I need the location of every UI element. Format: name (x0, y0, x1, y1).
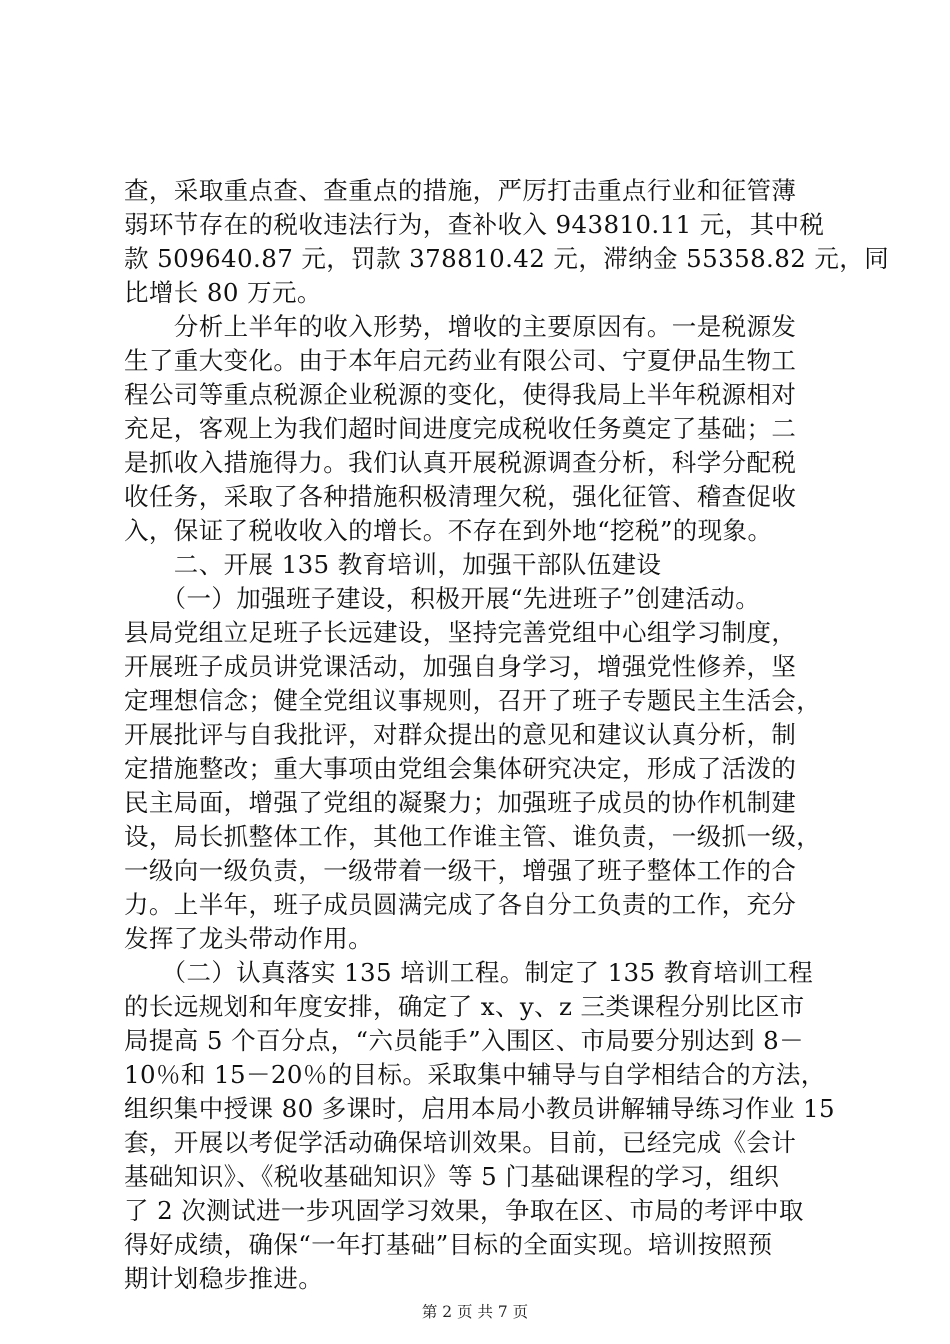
text-line: 开展批评与自我批评，对群众提出的意见和建议认真分析，制 (124, 720, 797, 749)
text-line: 比增长 80 万元。 (124, 278, 322, 307)
text-line: 10％和 15－20％的目标。采取集中辅导与自学相结合的方法， (124, 1060, 826, 1089)
text-line: 收任务，采取了各种措施积极清理欠税，强化征管、稽查促收 (124, 482, 797, 511)
section-heading: 二、开展 135 教育培训，加强干部队伍建设 (124, 550, 662, 579)
text-line: 入，保证了税收收入的增长。不存在到外地“挖税”的现象。 (124, 516, 773, 545)
subsection-heading: （一）加强班子建设，积极开展“先进班子”创建活动。 (124, 584, 761, 613)
text-line: 程公司等重点税源企业税源的变化，使得我局上半年税源相对 (124, 380, 797, 409)
text-line: 弱环节存在的税收违法行为，查补收入 943810.11 元，其中税 (124, 210, 825, 239)
text-line: 分析上半年的收入形势，增收的主要原因有。一是税源发 (124, 312, 797, 341)
text-line: 的长远规划和年度安排，确定了 x、y、z 三类课程分别比区市 (124, 992, 805, 1021)
text-line: 发挥了龙头带动作用。 (124, 924, 373, 953)
text-line: 定措施整改；重大事项由党组会集体研究决定，形成了活泼的 (124, 754, 797, 783)
text-line: 定理想信念；健全党组议事规则，召开了班子专题民主生活会， (124, 686, 822, 715)
text-line: 查，采取重点查、查重点的措施，严厉打击重点行业和征管薄 (124, 176, 797, 205)
text-line: 得好成绩，确保“一年打基础”目标的全面实现。培训按照预 (124, 1230, 773, 1259)
text-line: 是抓收入措施得力。我们认真开展税源调查分析，科学分配税 (124, 448, 797, 477)
text-line: 民主局面，增强了党组的凝聚力；加强班子成员的协作机制建 (124, 788, 797, 817)
text-line: 一级向一级负责，一级带着一级干，增强了班子整体工作的合 (124, 856, 797, 885)
subsection-heading: （二）认真落实 135 培训工程。制定了 135 教育培训工程 (124, 958, 814, 987)
text-line: 力。上半年，班子成员圆满完成了各自分工负责的工作，充分 (124, 890, 797, 919)
text-line: 局提高 5 个百分点，“六员能手”入围区、市局要分别达到 8－ (124, 1026, 804, 1055)
text-line: 生了重大变化。由于本年启元药业有限公司、宁夏伊品生物工 (124, 346, 797, 375)
text-line: 充足，客观上为我们超时间进度完成税收任务奠定了基础；二 (124, 414, 797, 443)
text-line: 款 509640.87 元，罚款 378810.42 元，滞纳金 55358.82 元，同 (124, 244, 890, 273)
text-line: 套，开展以考促学活动确保培训效果。目前，已经完成《会计 (124, 1128, 797, 1157)
text-line: 开展班子成员讲党课活动，加强自身学习，增强党性修养，坚 (124, 652, 797, 681)
page-number-footer: 第 2 页 共 7 页 (421, 1303, 529, 1321)
text-line: 了 2 次测试进一步巩固学习效果，争取在区、市局的考评中取 (124, 1196, 804, 1225)
text-line: 期计划稳步推进。 (124, 1264, 324, 1293)
text-line: 县局党组立足班子长远建设，坚持完善党组中心组学习制度， (124, 618, 797, 647)
text-line: 基础知识》、《税收基础知识》等 5 门基础课程的学习，组织 (124, 1162, 780, 1191)
text-line: 设，局长抓整体工作，其他工作谁主管、谁负责，一级抓一级， (124, 822, 822, 851)
text-line: 组织集中授课 80 多课时，启用本局小教员讲解辅导练习作业 15 (124, 1094, 836, 1123)
